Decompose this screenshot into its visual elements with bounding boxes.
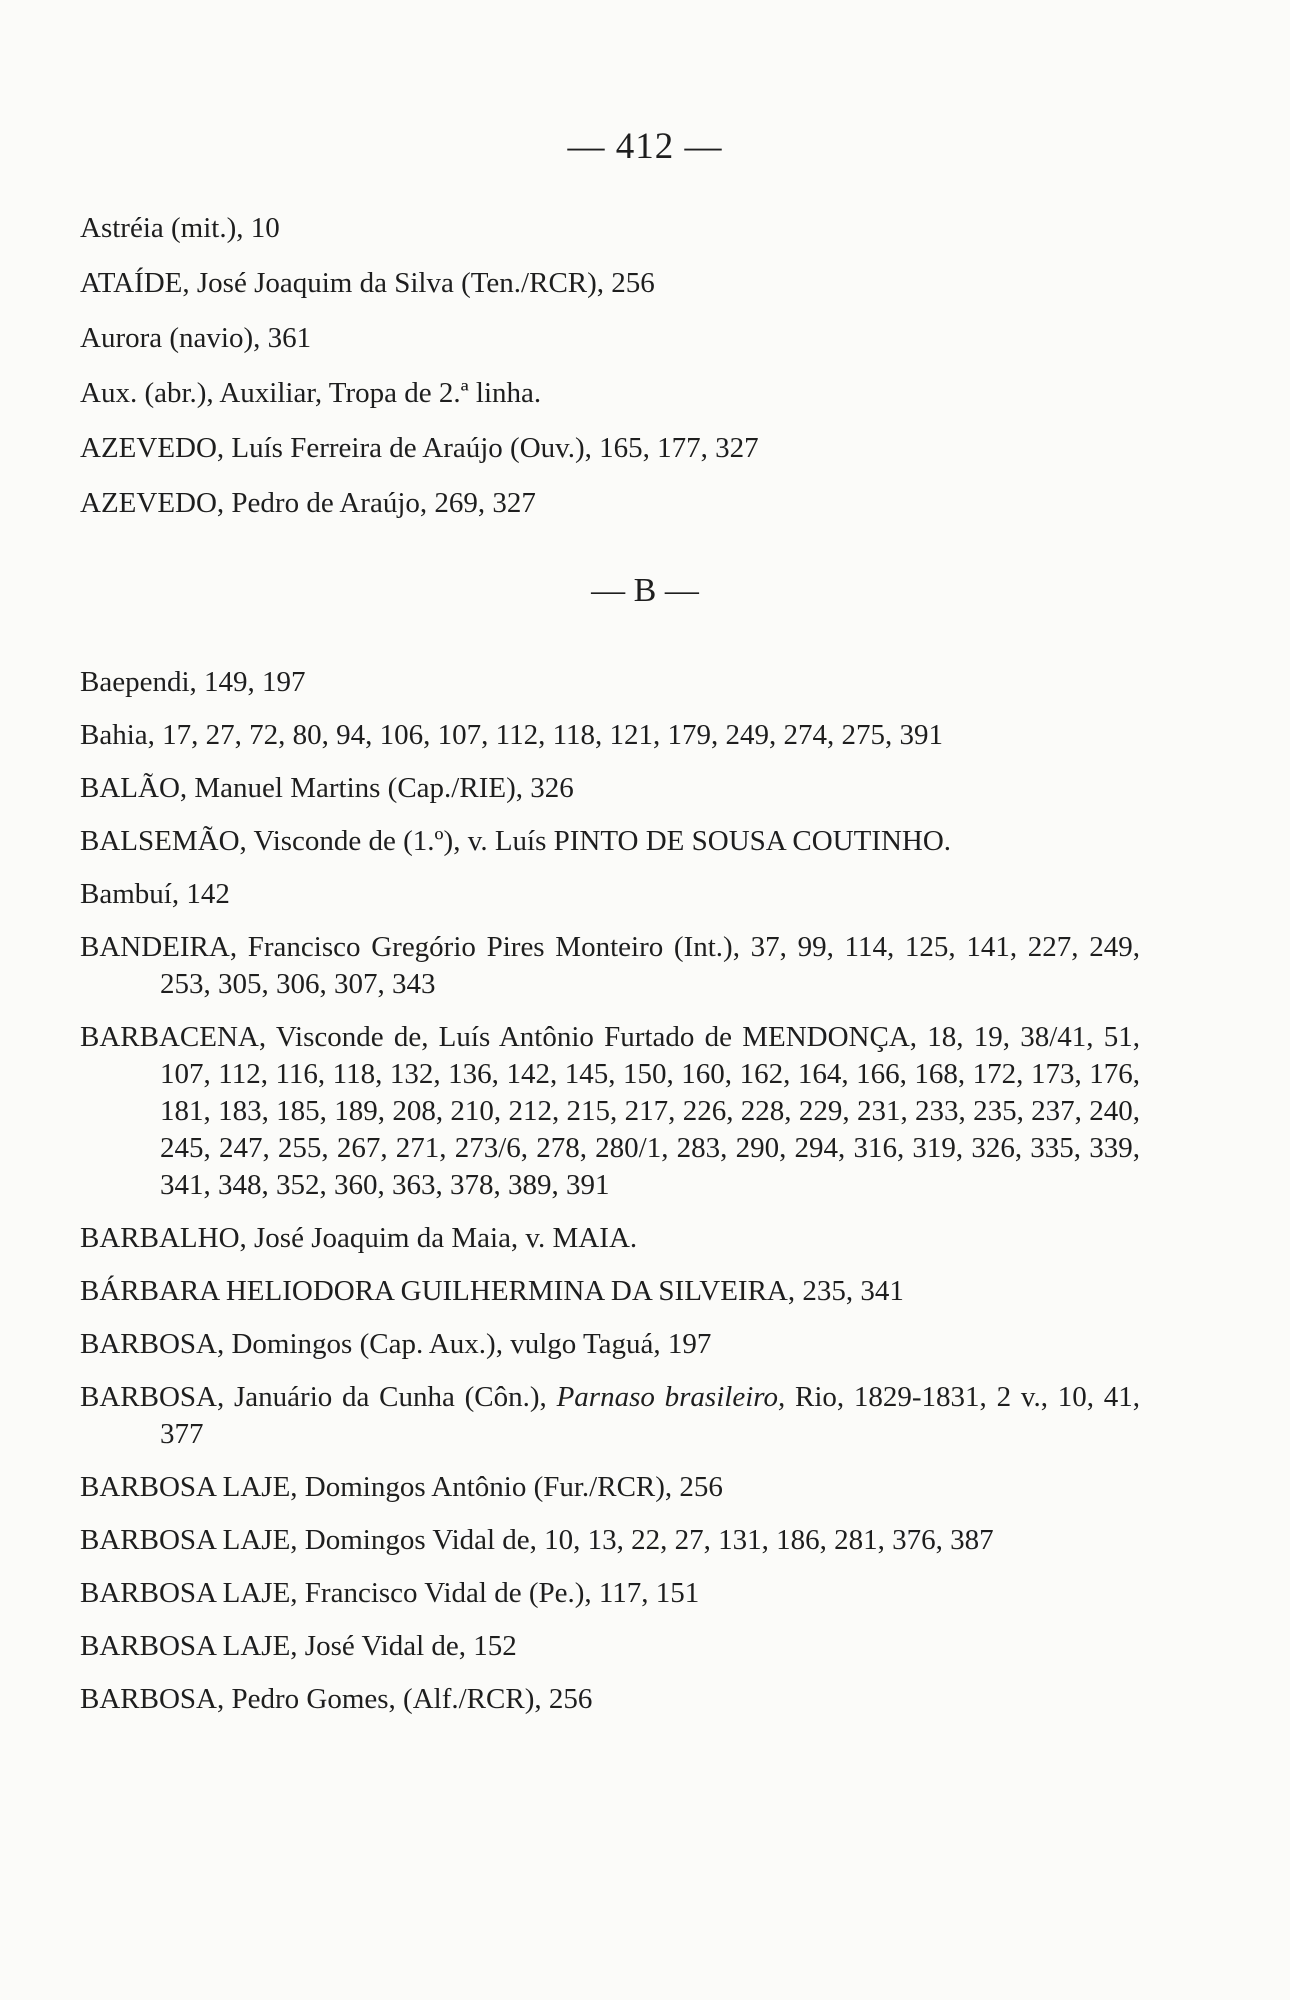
index-entry: AZEVEDO, Pedro de Araújo, 269, 327 <box>80 487 536 519</box>
index-entries-a <box>80 210 1140 540</box>
index-entries-b <box>80 664 1140 1734</box>
index-entry: Aux. (abr.), Auxiliar, Tropa de 2.ª linha. <box>80 377 542 409</box>
page-number: — 412 — <box>567 126 723 167</box>
index-entry: AZEVEDO, Luís Ferreira de Araújo (Ouv.), 165, 177, 327 <box>80 432 759 464</box>
index-entry: ATAÍDE, José Joaquim da Silva (Ten./RCR), 256 <box>80 267 655 299</box>
index-entry: Bambuí, 142 <box>80 878 230 910</box>
index-entry: Astréia (mit.), 10 <box>80 212 280 244</box>
index-entry: BARBOSA LAJE, Domingos Vidal de, 10, 13, 22, 27, 131, 186, 281, 376, 387 <box>80 1524 994 1556</box>
index-entry <box>80 1379 1140 1453</box>
index-entry: BARBOSA LAJE, Francisco Vidal de (Pe.), 117, 151 <box>80 1577 700 1609</box>
entry-italic-title: Parnaso brasileiro, <box>556 1381 786 1413</box>
entry-text: BARBOSA, Januário da Cunha (Côn.), <box>80 1381 557 1413</box>
index-entry: BALÃO, Manuel Martins (Cap./RIE), 326 <box>80 772 574 804</box>
index-entry: Aurora (navio), 361 <box>80 322 312 354</box>
section-letter-heading: — B — <box>591 572 699 609</box>
index-entry: BÁRBARA HELIODORA GUILHERMINA DA SILVEIRA, 235, 341 <box>80 1275 904 1307</box>
index-entry: BARBOSA LAJE, José Vidal de, 152 <box>80 1630 517 1662</box>
index-entry: BARBOSA, Domingos (Cap. Aux.), vulgo Taguá, 197 <box>80 1328 712 1360</box>
index-entry: BARBACENA, Visconde de, Luís Antônio Furtado de MENDONÇA, 18, 19, 38/41, 51, 107, 112, 116, 118, 132, 136, 142, 145, 150, 160, 162, 164, 166, 168, 172, 173, 176, 181, 183, 185, 189, 208, 210, 212, 215, 217, 226, 228, 229, 231, 233, 235, 237, 240, 245, 247, 255, 267, 271, 273/6, 278, 280/1, 283, 290, 294, 316, 319, 326, 335, 339, 341, 348, 352, 360, 363, 378, 389, 391 <box>80 1021 1140 1201</box>
index-entry: Bahia, 17, 27, 72, 80, 94, 106, 107, 112, 118, 121, 179, 249, 274, 275, 391 <box>80 719 943 751</box>
index-entry: Baependi, 149, 197 <box>80 666 306 698</box>
index-entry: BARBOSA LAJE, Domingos Antônio (Fur./RCR), 256 <box>80 1471 723 1503</box>
index-entry: BARBOSA, Pedro Gomes, (Alf./RCR), 256 <box>80 1683 593 1715</box>
index-entry: BARBALHO, José Joaquim da Maia, v. MAIA. <box>80 1222 638 1254</box>
index-entry: BALSEMÃO, Visconde de (1.º), v. Luís PINTO DE SOUSA COUTINHO. <box>80 825 952 857</box>
index-entry: BANDEIRA, Francisco Gregório Pires Monteiro (Int.), 37, 99, 114, 125, 141, 227, 249, 253, 305, 306, 307, 343 <box>80 931 1140 1000</box>
entry-text: Rio, 1829-1831, 2 v., 10, 41, 377 <box>160 1381 1141 1450</box>
